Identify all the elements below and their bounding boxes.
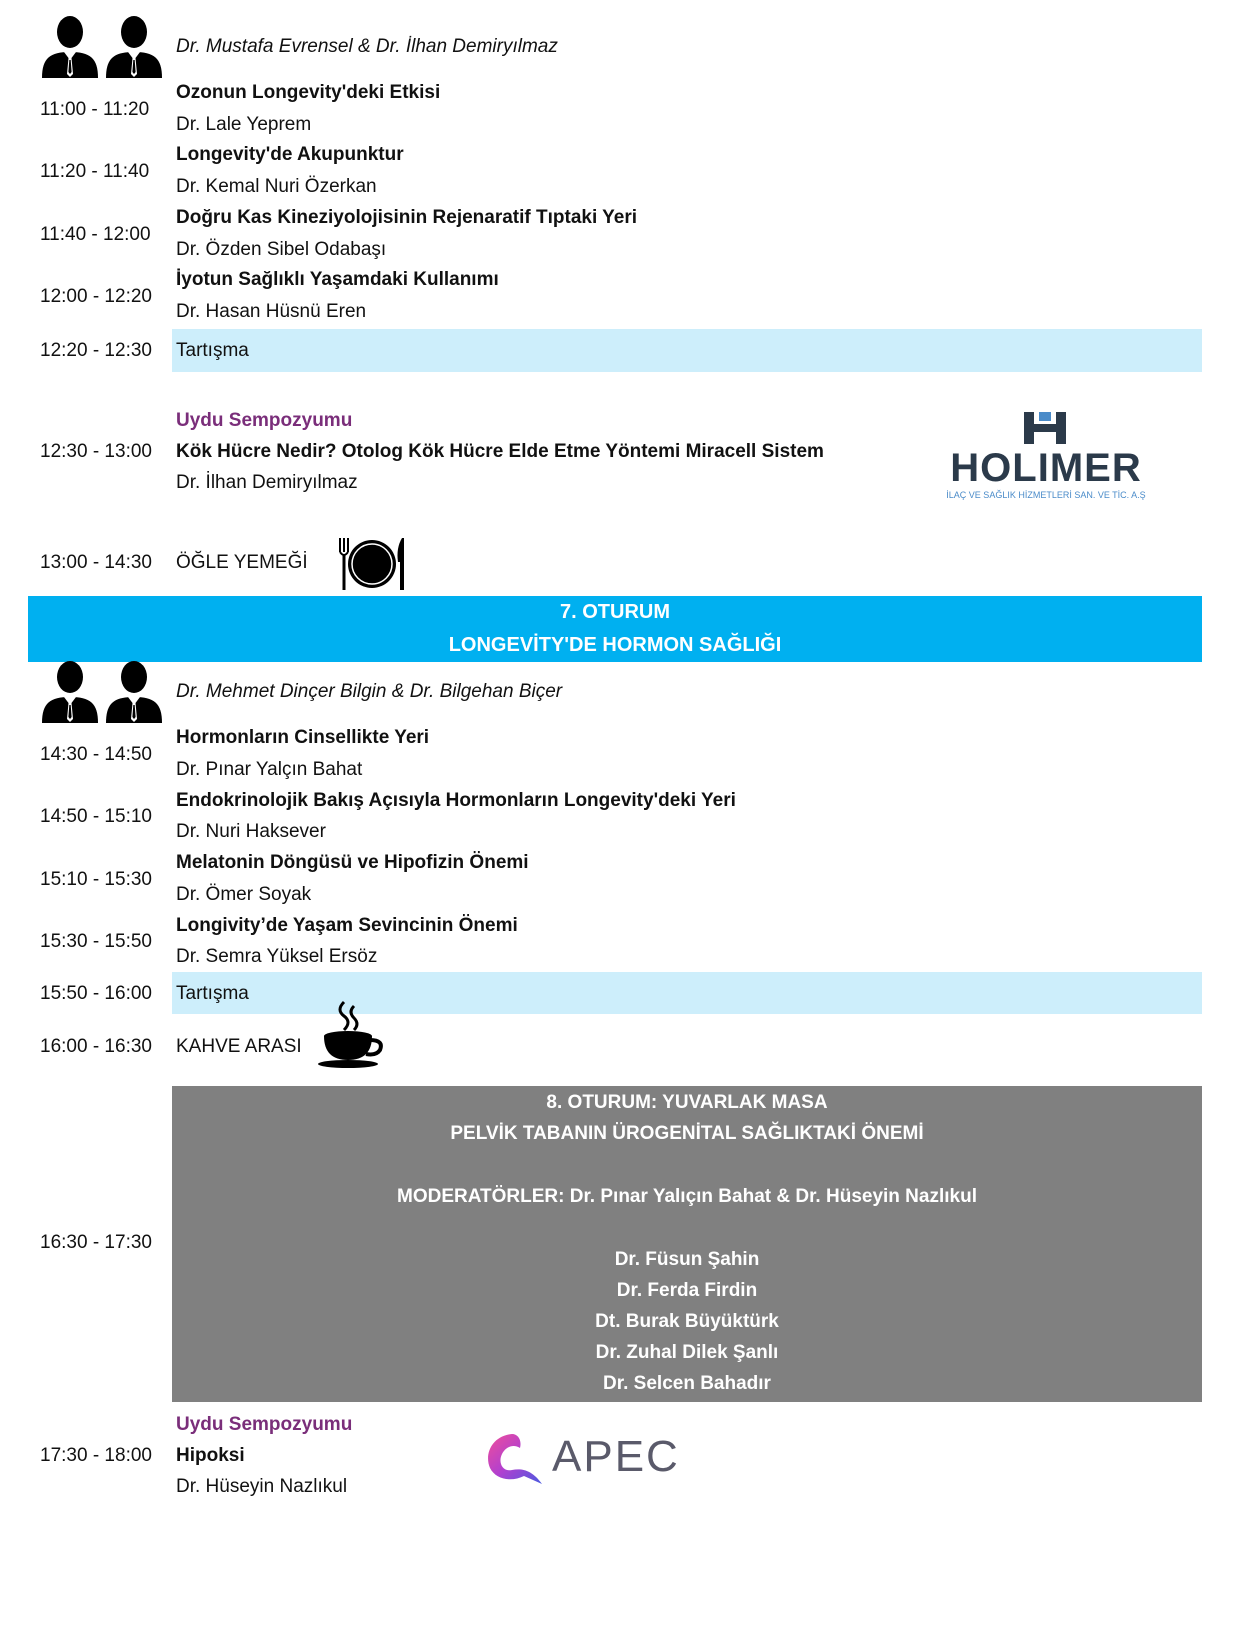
holimer-tagline: İLAÇ VE SAĞLIK HİZMETLERİ SAN. VE TİC. A.Ş (946, 490, 1146, 500)
session7-number: 7. OTURUM (560, 601, 670, 623)
session8-time: 16:30 - 17:30 (40, 1232, 152, 1253)
talk-time: 11:20 - 11:40 (40, 161, 150, 182)
talk-speaker: Dr. Özden Sibel Odabaşı (176, 239, 387, 260)
session7-moderators: Dr. Mehmet Dinçer Bilgin & Dr. Bilgehan Biçer (176, 681, 563, 702)
talk-speaker: Dr. Lale Yeprem (176, 114, 312, 135)
apec-wordmark: APEC (552, 1432, 680, 1481)
talk-speaker: Dr. Kemal Nuri Özerkan (176, 176, 377, 197)
lunch-time: 13:00 - 14:30 (40, 552, 152, 573)
coffee-cup-icon (314, 1000, 386, 1075)
satellite-title: Kök Hücre Nedir? Otolog Kök Hücre Elde Etme Yöntemi Miracell Sistem (176, 441, 824, 462)
discussion-label: Tartışma (176, 983, 249, 1004)
talk-speaker: Dr. Nuri Haksever (176, 821, 326, 842)
satellite-time: 17:30 - 18:00 (40, 1445, 152, 1466)
coffee-time: 16:00 - 16:30 (40, 1036, 152, 1057)
talk-time: 11:00 - 11:20 (40, 99, 150, 120)
person-icon (42, 661, 98, 723)
talk-title: İyotun Sağlıklı Yaşamdaki Kullanımı (176, 269, 499, 290)
apec-swirl-icon (482, 1428, 554, 1486)
discussion-time: 15:50 - 16:00 (40, 983, 152, 1004)
session8-title: 8. OTURUM: YUVARLAK MASA (546, 1092, 828, 1113)
satellite-title: Hipoksi (176, 1445, 245, 1466)
panelist: Dr. Selcen Bahadır (603, 1373, 771, 1394)
holimer-logo (946, 410, 1146, 506)
session7-title: LONGEVİTY'DE HORMON SAĞLIĞI (448, 634, 782, 656)
person-icon (106, 16, 162, 78)
session8-moderators: MODERATÖRLER: Dr. Pınar Yalıçın Bahat & Dr. Hüseyin Nazlıkul (397, 1186, 977, 1207)
talk-time: 12:00 - 12:20 (40, 286, 152, 307)
roundtable-box (172, 1086, 1202, 1402)
talk-speaker: Dr. Hasan Hüsnü Eren (176, 301, 367, 322)
panelist: Dr. Ferda Firdin (616, 1280, 758, 1301)
talk-title: Endokrinolojik Bakış Açısıyla Hormonların Longevity'deki Yeri (176, 790, 736, 811)
coffee-label: KAHVE ARASI (176, 1036, 302, 1057)
satellite-label: Uydu Sempozyumu (176, 1414, 353, 1435)
moderator-avatars (40, 14, 164, 78)
talk-time: 14:30 - 14:50 (40, 744, 152, 765)
panelist: Dt. Burak Büyüktürk (595, 1311, 779, 1332)
talk-time: 11:40 - 12:00 (40, 224, 151, 245)
talk-time: 15:10 - 15:30 (40, 869, 152, 890)
session8-subtitle: PELVİK TABANIN ÜROGENİTAL SAĞLIKTAKİ ÖNEMİ (450, 1123, 924, 1144)
talk-title: Longivity’de Yaşam Sevincinin Önemi (176, 915, 518, 936)
session6-moderators: Dr. Mustafa Evrensel & Dr. İlhan Demiryılmaz (176, 36, 558, 57)
satellite-label: Uydu Sempozyumu (176, 410, 353, 431)
panelist: Dr. Füsun Şahin (614, 1249, 760, 1270)
talk-speaker: Dr. Pınar Yalçın Bahat (176, 759, 363, 780)
person-icon (42, 16, 98, 78)
satellite-speaker: Dr. Hüseyin Nazlıkul (176, 1476, 348, 1497)
holimer-mark-icon (1022, 410, 1068, 446)
talk-title: Melatonin Döngüsü ve Hipofizin Önemi (176, 852, 529, 873)
talk-time: 14:50 - 15:10 (40, 806, 152, 827)
satellite-speaker: Dr. İlhan Demiryılmaz (176, 472, 358, 493)
moderator-avatars (40, 659, 164, 723)
talk-title: Longevity'de Akupunktur (176, 144, 404, 165)
plate-cutlery-icon (336, 536, 408, 597)
talk-speaker: Dr. Ömer Soyak (176, 884, 312, 905)
discussion-time: 12:20 - 12:30 (40, 340, 152, 361)
talk-title: Doğru Kas Kineziyolojisinin Rejenaratif Tıptaki Yeri (176, 207, 638, 228)
talk-title: Hormonların Cinsellikte Yeri (176, 727, 430, 748)
lunch-label: ÖĞLE YEMEĞİ (176, 552, 308, 573)
person-icon (106, 661, 162, 723)
talk-time: 15:30 - 15:50 (40, 931, 152, 952)
talk-speaker: Dr. Semra Yüksel Ersöz (176, 946, 378, 967)
apec-logo (482, 1428, 688, 1486)
discussion-band (172, 329, 1202, 372)
talk-title: Ozonun Longevity'deki Etkisi (176, 82, 441, 103)
panelist: Dr. Zuhal Dilek Şanlı (595, 1342, 779, 1363)
satellite-time: 12:30 - 13:00 (40, 441, 152, 462)
holimer-wordmark: HOLIMER (950, 446, 1142, 490)
session7-header (28, 596, 1202, 662)
discussion-label: Tartışma (176, 340, 249, 361)
